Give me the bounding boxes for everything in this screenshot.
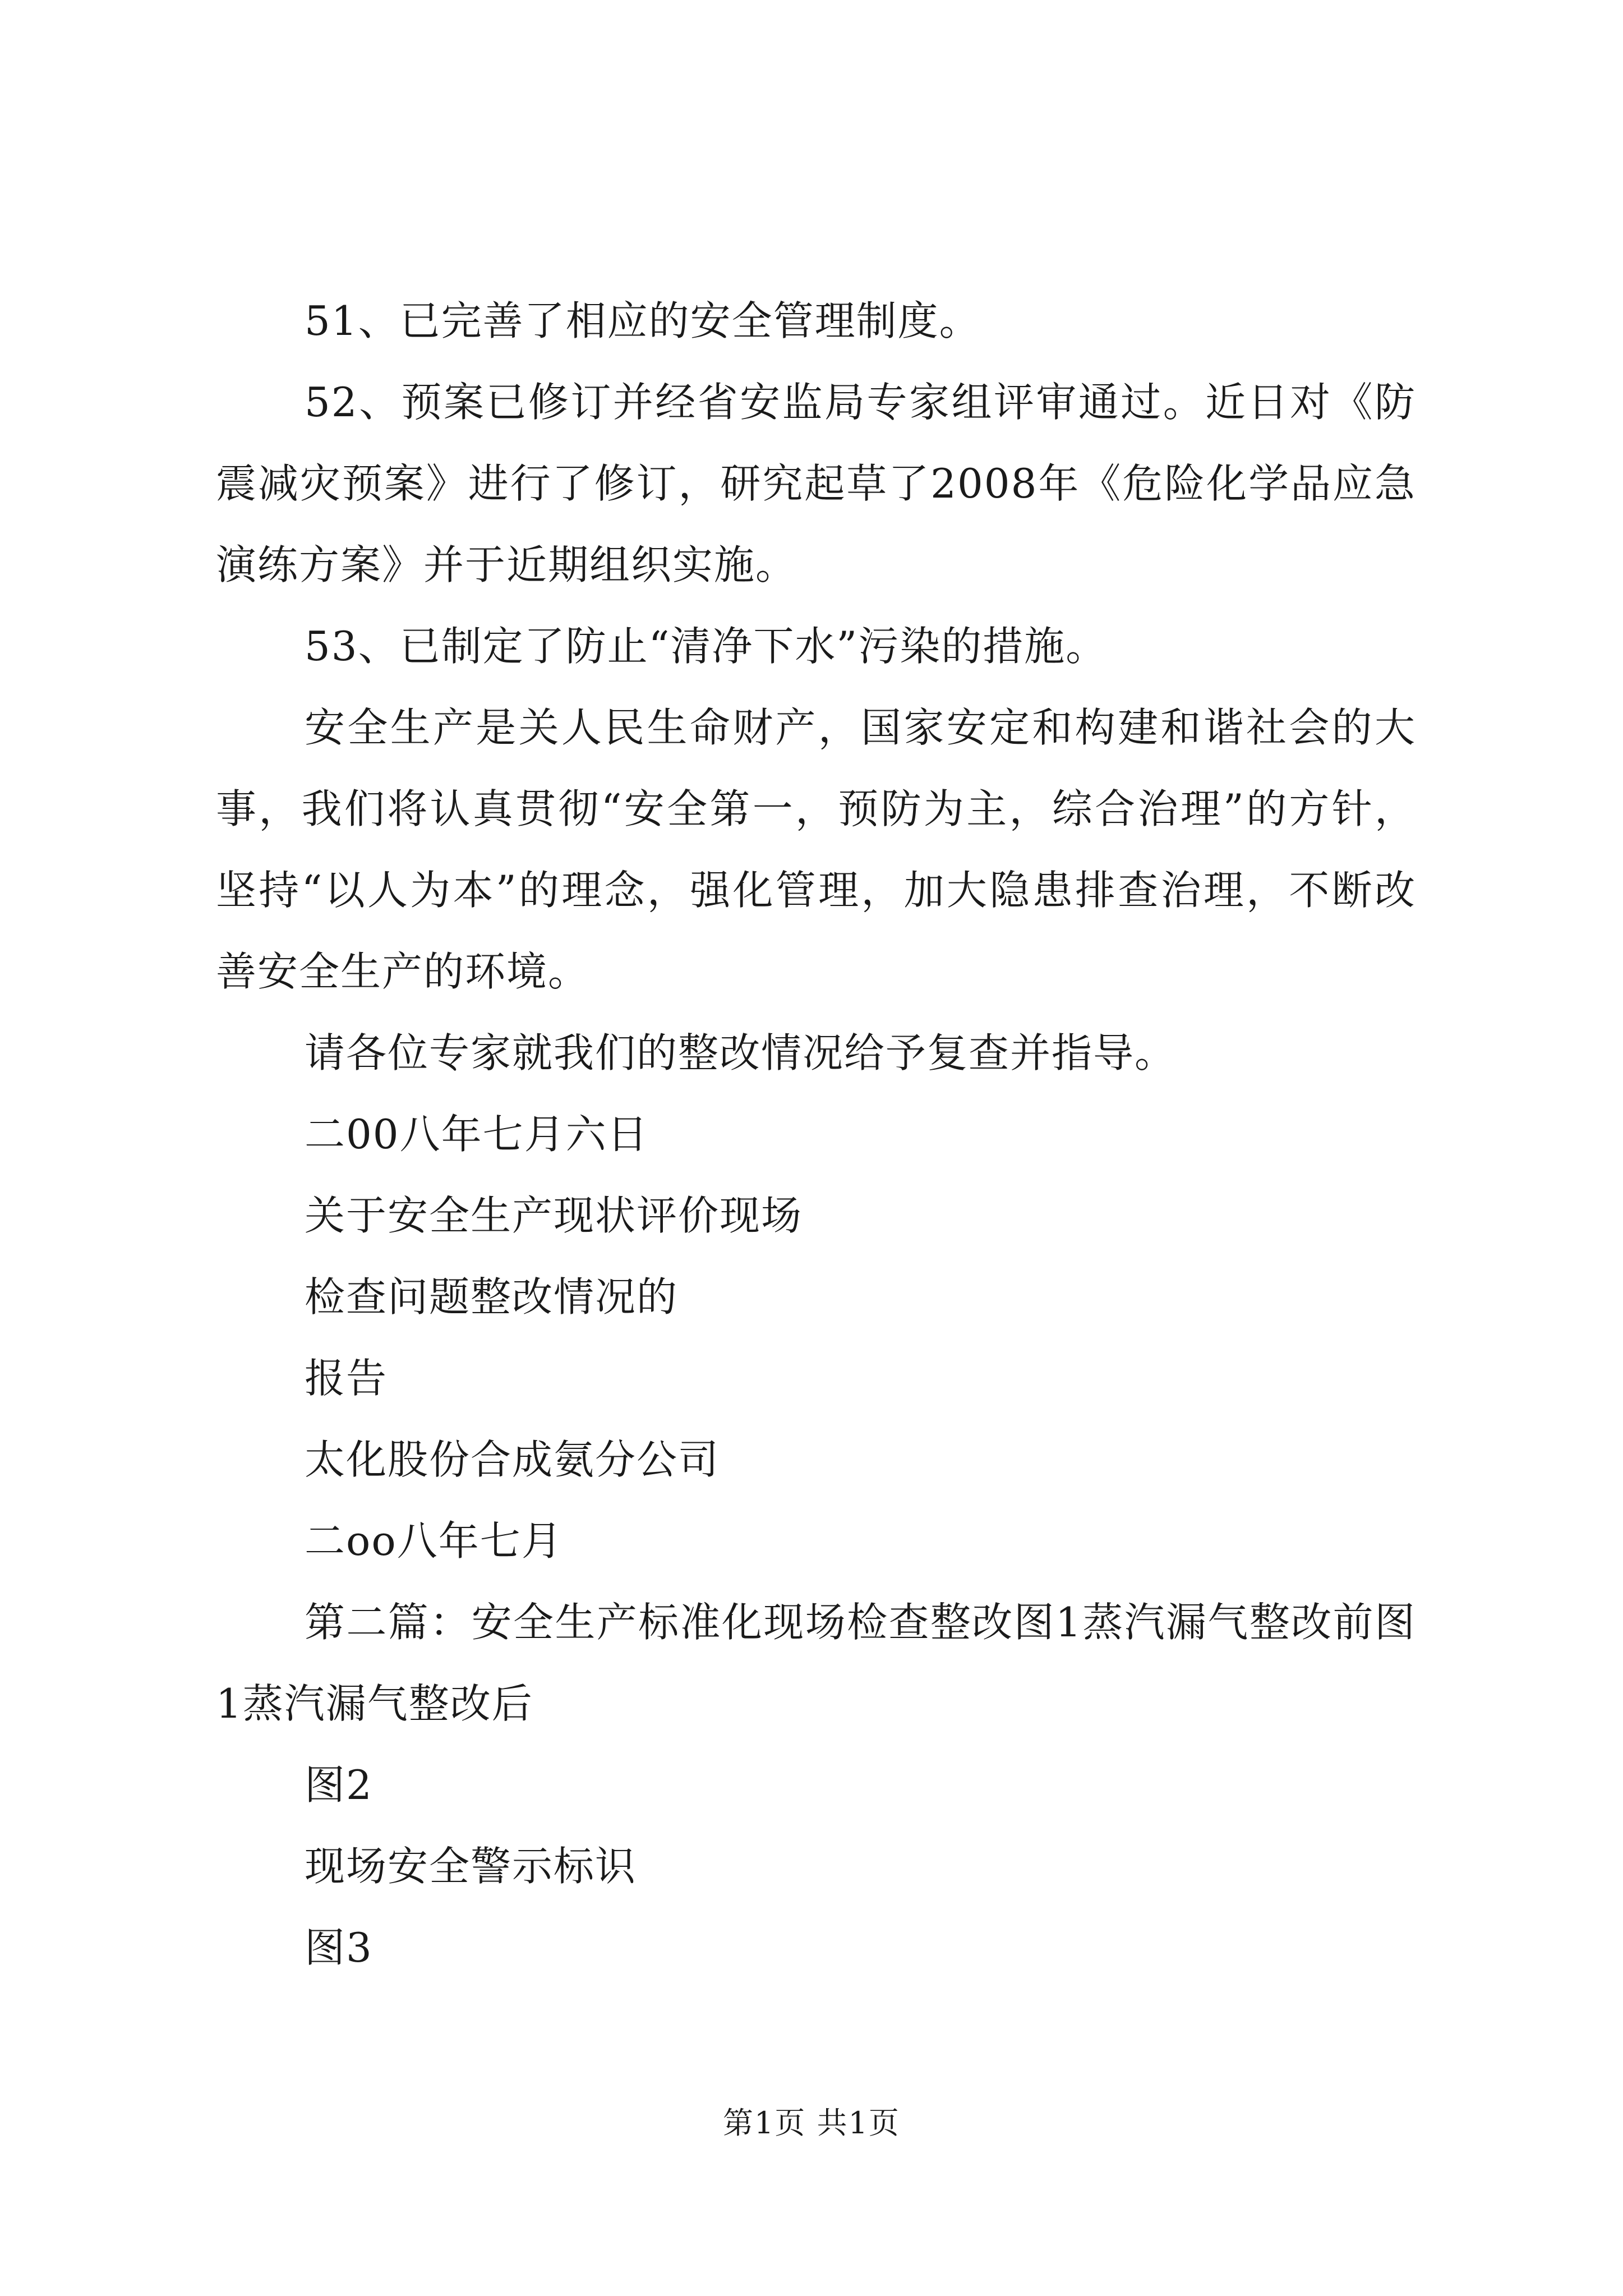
figure-3-label: 图3 (305, 1924, 373, 1971)
paragraph-item-52: 52、预案已修订并经省安监局专家组评审通过。近日对《防震减灾预案》进行了修订，研究起草了2008年《危险化学品应急演练方案》并于近期组织实施。 (216, 379, 1416, 588)
report-title-line-3: 报告 (305, 1355, 388, 1402)
chapter-two-heading: 第二篇：安全生产标准化现场检查整改图1蒸汽漏气整改前图1蒸汽漏气整改后 (216, 1599, 1416, 1727)
figure-2-label: 图2 (305, 1761, 373, 1809)
paragraph-date: 二00八年七月六日 (305, 1111, 649, 1158)
report-date: 二oo八年七月 (305, 1517, 563, 1565)
document-body (216, 280, 1416, 1989)
report-title-line-2: 检查问题整改情况的 (305, 1273, 679, 1320)
paragraph-safety-statement: 安全生产是关人民生命财产，国家安定和构建和谐社会的大事，我们将认真贯彻“安全第一，预防为主，综合治理”的方针，坚持“以人为本”的理念，强化管理，加大隐患排查治理，不断改善安全生产的环境。 (216, 704, 1416, 995)
paragraph-item-53: 53、已制定了防止“清净下水”污染的措施。 (305, 623, 1108, 670)
report-company: 太化股份合成氨分公司 (305, 1436, 720, 1483)
page-footer: 第1页 共1页 (723, 2105, 900, 2141)
report-title-line-1: 关于安全生产现状评价现场 (305, 1192, 803, 1239)
figure-2-caption: 现场安全警示标识 (305, 1843, 637, 1890)
paragraph-item-51: 51、已完善了相应的安全管理制度。 (305, 297, 981, 344)
paragraph-request-review: 请各位专家就我们的整改情况给予复查并指导。 (305, 1029, 1177, 1076)
